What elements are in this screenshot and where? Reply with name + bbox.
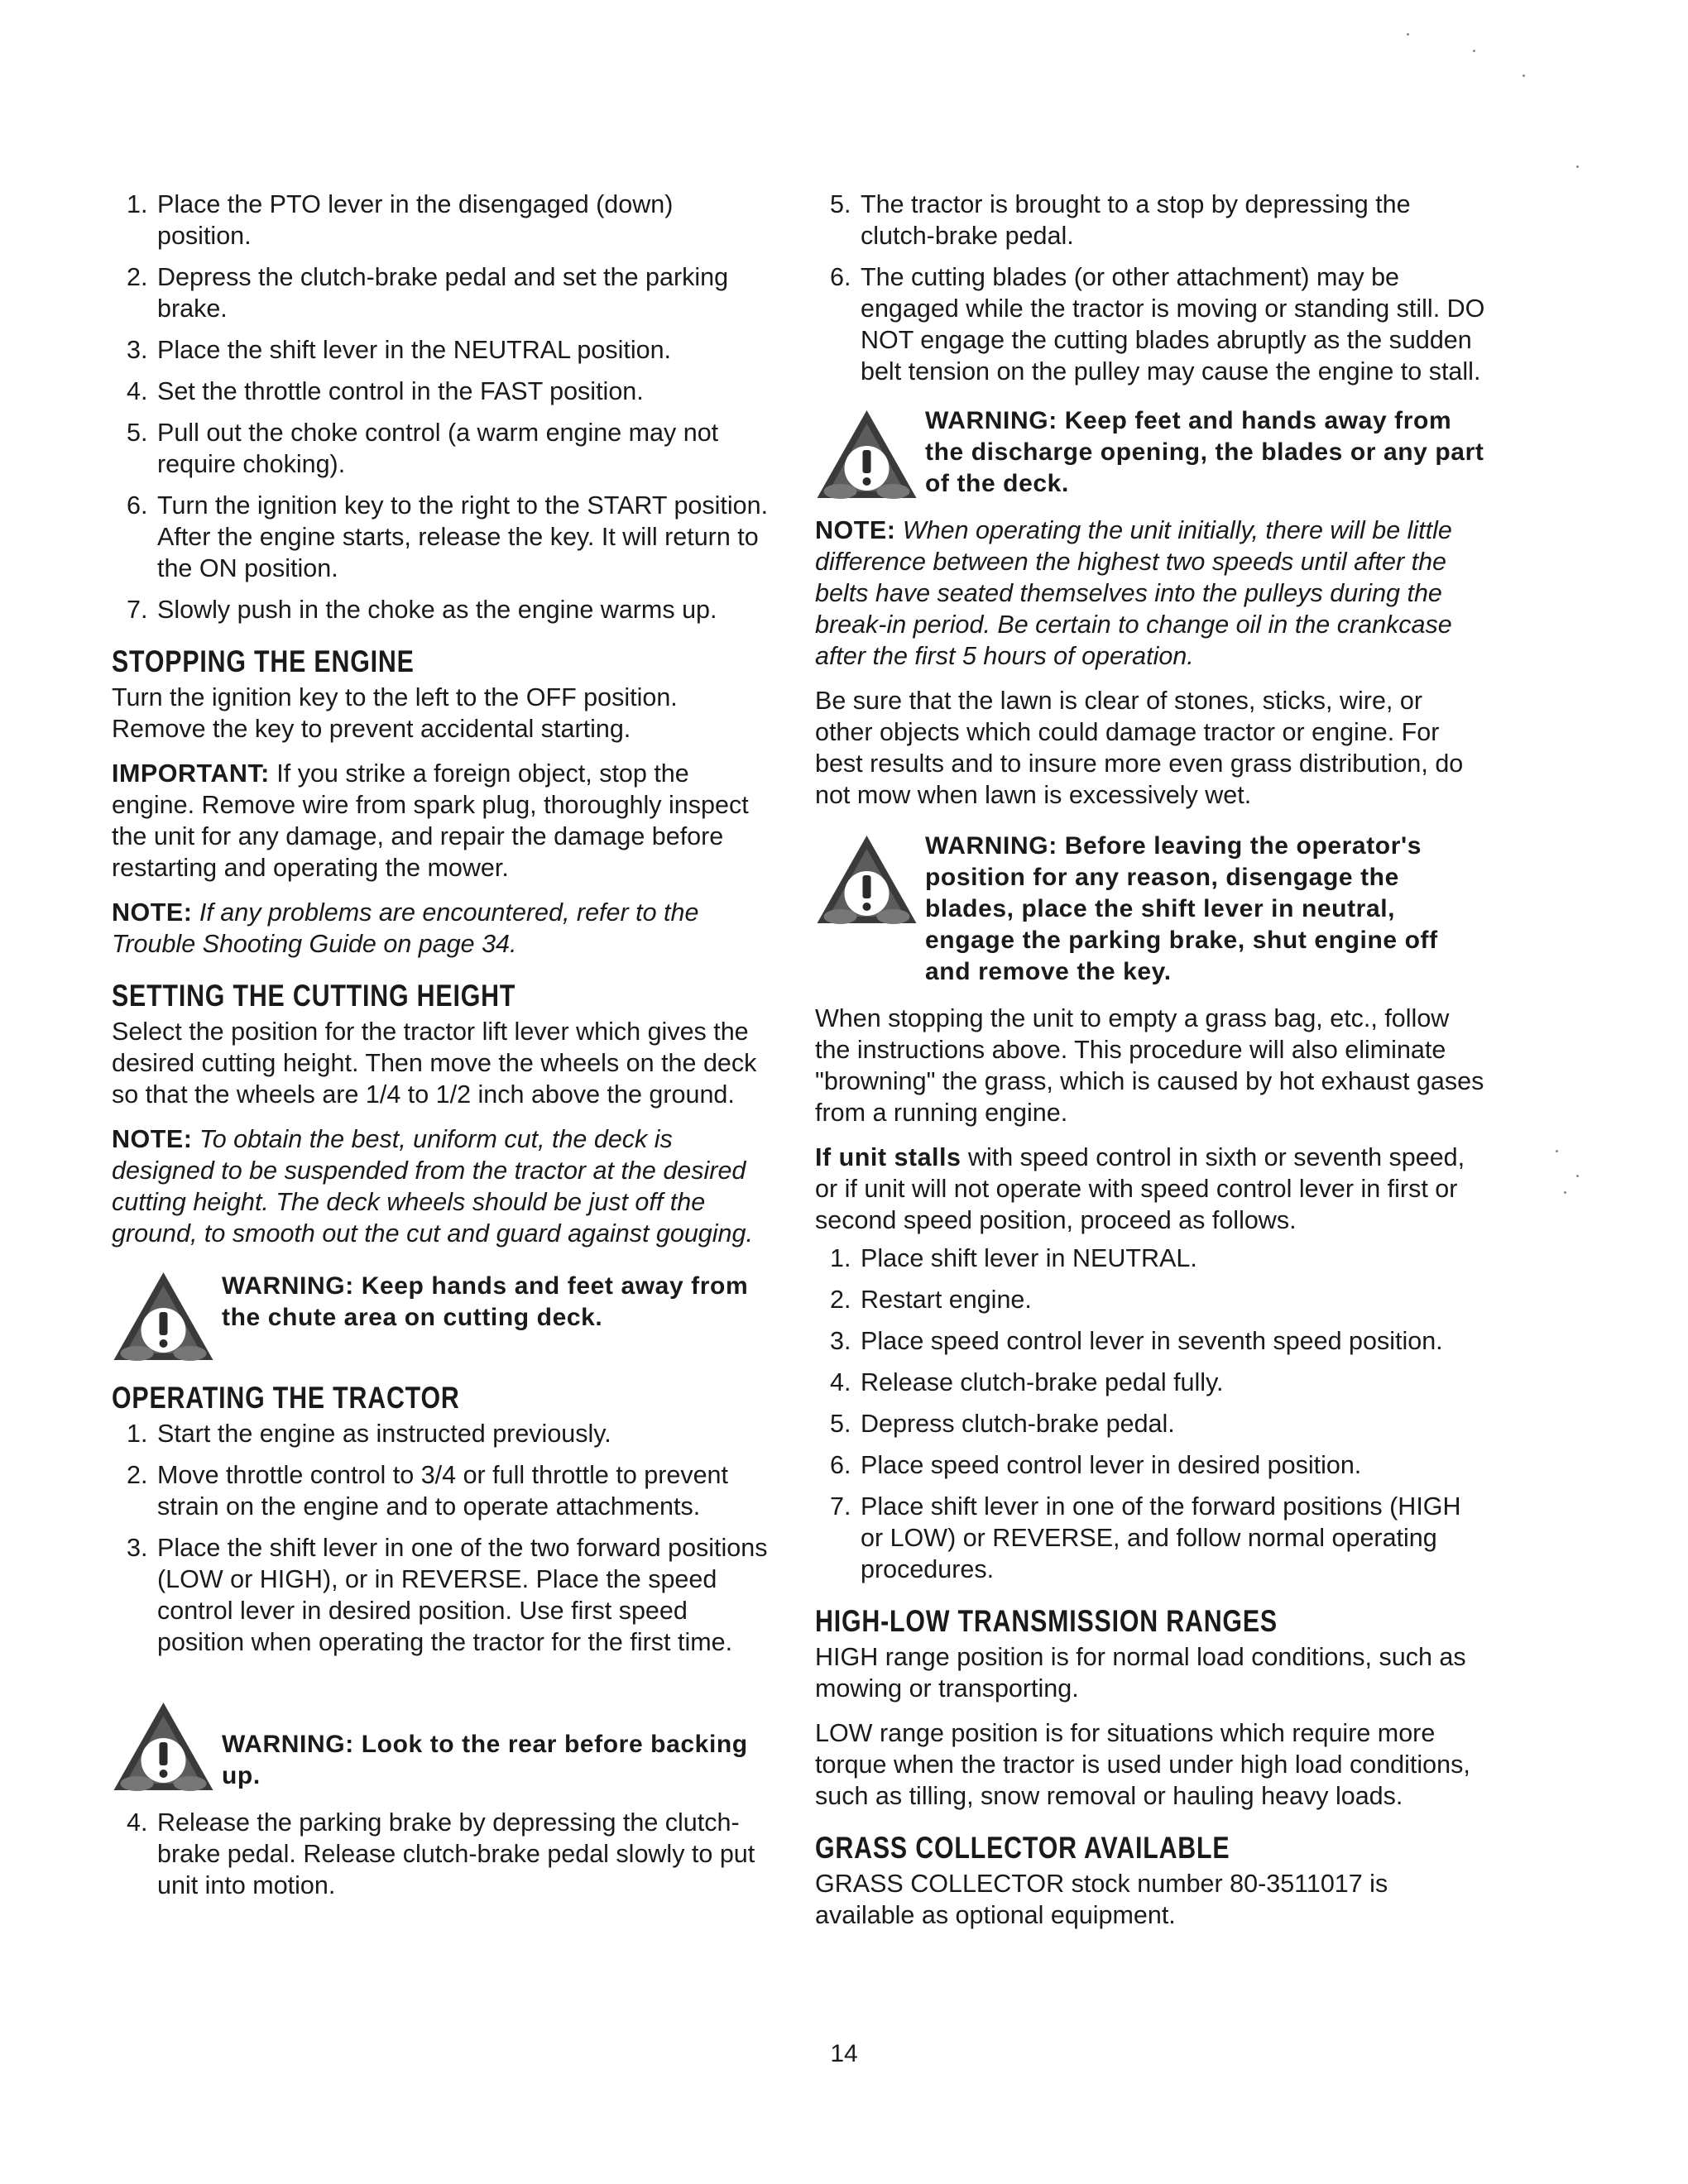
warning-icon	[815, 834, 918, 925]
low-range-text: LOW range position is for situations which require more torque when the tractor is used under high load conditions, such as tilling, snow removal or hauling heavy loads.	[815, 1719, 1470, 1810]
grass-collector-heading: GRASS COLLECTOR AVAILABLE	[815, 1831, 1230, 1865]
warning-block	[815, 405, 1485, 500]
warning-icon	[112, 1701, 215, 1792]
operating-steps-list	[112, 1418, 774, 1658]
list-item: 1. Place the PTO lever in the disengaged (down) position.	[127, 190, 674, 250]
operating-steps-list-right	[815, 189, 1485, 387]
list-item: 6. Turn the ignition key to the right to the START position. After the engine starts, release the key. It will return to the ON position.	[127, 491, 769, 582]
starting-steps-list	[112, 189, 774, 625]
left-column	[112, 189, 774, 1911]
operating-steps-list-continued	[112, 1807, 774, 1901]
lawn-paragraph: Be sure that the lawn is clear of stones, sticks, wire, or other objects which could damage tractor or engine. For best results and to insure more even grass distribution, do not mow when lawn is excessively wet.	[815, 687, 1464, 809]
note-label: NOTE:	[815, 516, 896, 544]
right-column	[815, 189, 1485, 1944]
scan-speck	[1576, 1175, 1579, 1177]
warning-block	[815, 831, 1485, 988]
important-label: IMPORTANT:	[112, 759, 270, 788]
list-item: 4. Set the throttle control in the FAST position.	[127, 377, 644, 405]
note-paragraph: NOTE: To obtain the best, uniform cut, the deck is designed to be suspended from the tractor at the desired cutting height. The deck wheels should be just off the ground, to smooth out the cut and guard against gouging.	[112, 1125, 753, 1248]
scan-speck	[1407, 33, 1409, 36]
page-number: 14	[830, 2040, 858, 2067]
list-item: 1. Start the engine as instructed previously.	[127, 1420, 611, 1448]
list-item: 6. The cutting blades (or other attachment) may be engaged while the tractor is moving or standing still. DO NOT engage the cutting blades abruptly as the sudden belt tension on the pulley may cause the engine to stall.	[830, 263, 1485, 386]
stopping-engine-heading: STOPPING THE ENGINE	[112, 644, 415, 678]
list-item: 7. Slowly push in the choke as the engine warms up.	[127, 596, 717, 624]
list-item: 2. Restart engine.	[830, 1286, 1032, 1314]
cutting-height-heading: SETTING THE CUTTING HEIGHT	[112, 979, 516, 1013]
list-item: 3. Place the shift lever in the NEUTRAL position.	[127, 336, 672, 364]
list-item: 4. Release clutch-brake pedal fully.	[830, 1368, 1224, 1396]
grass-collector-text: GRASS COLLECTOR stock number 80-3511017 is available as optional equipment.	[815, 1870, 1388, 1929]
warning-text: WARNING: Keep hands and feet away from the chute area on cutting deck.	[222, 1272, 749, 1331]
stall-label: If unit stalls	[815, 1143, 961, 1171]
list-item: 3. Place the shift lever in one of the two forward positions (LOW or HIGH), or in REVERSE. Place the speed control lever in desired position. Use first speed position when operating the tractor for the first time.	[127, 1534, 768, 1656]
list-item: 3. Place speed control lever in seventh speed position.	[830, 1327, 1443, 1355]
warning-text: WARNING: Look to the rear before backing up.	[222, 1731, 748, 1789]
high-range-text: HIGH range position is for normal load conditions, such as mowing or transporting.	[815, 1643, 1466, 1703]
transmission-ranges-heading: HIGH-LOW TRANSMISSION RANGES	[815, 1604, 1278, 1638]
grass-bag-paragraph: When stopping the unit to empty a grass bag, etc., follow the instructions above. This procedure will also eliminate "browning" the grass, which is caused by hot exhaust gases from a running engine.	[815, 1004, 1484, 1127]
list-item: 5. The tractor is brought to a stop by depressing the clutch-brake pedal.	[830, 190, 1411, 250]
list-item: 4. Release the parking brake by depressing the clutch-brake pedal. Release clutch-brake pedal slowly to put unit into motion.	[127, 1808, 755, 1899]
list-item: 5. Depress clutch-brake pedal.	[830, 1410, 1175, 1438]
warning-block	[112, 1698, 774, 1792]
warning-icon	[815, 409, 918, 500]
list-item: 2. Move throttle control to 3/4 or full throttle to prevent strain on the engine and to operate attachments.	[127, 1461, 728, 1521]
scan-speck	[1523, 74, 1525, 77]
warning-icon	[112, 1271, 215, 1362]
cutting-height-text: Select the position for the tractor lift lever which gives the desired cutting height. Then move the wheels on the deck so that the wheels are 1/4 to 1/2 inch above the ground.	[112, 1018, 757, 1109]
list-item: 6. Place speed control lever in desired position.	[830, 1451, 1362, 1479]
warning-text: WARNING: Keep feet and hands away from the discharge opening, the blades or any part of the deck.	[925, 407, 1484, 497]
note-label: NOTE:	[112, 898, 193, 927]
stopping-engine-text: Turn the ignition key to the left to the OFF position. Remove the key to prevent accidental starting.	[112, 683, 678, 743]
note-paragraph: NOTE: If any problems are encountered, refer to the Trouble Shooting Guide on page 34.	[112, 898, 699, 958]
list-item: 1. Place shift lever in NEUTRAL.	[830, 1244, 1197, 1272]
list-item: 7. Place shift lever in one of the forward positions (HIGH or LOW) or REVERSE, and follow normal operating procedures.	[830, 1492, 1461, 1583]
scan-speck	[1564, 1191, 1566, 1194]
warning-text: WARNING: Before leaving the operator's position for any reason, disengage the blades, place the shift lever in neutral, engage the parking brake, shut engine off and remove the key.	[925, 832, 1438, 985]
scan-speck	[1556, 1150, 1558, 1152]
note-label: NOTE:	[112, 1125, 193, 1153]
operating-tractor-heading: OPERATING THE TRACTOR	[112, 1381, 460, 1415]
stall-paragraph: If unit stalls with speed control in sixth or seventh speed, or if unit will not operate with speed control lever in first or second speed position, proceed as follows.	[815, 1143, 1465, 1234]
list-item: 5. Pull out the choke control (a warm engine may not require choking).	[127, 419, 719, 478]
warning-block	[112, 1267, 774, 1362]
scan-speck	[1473, 50, 1475, 52]
list-item: 2. Depress the clutch-brake pedal and set the parking brake.	[127, 263, 729, 323]
important-paragraph: IMPORTANT: If you strike a foreign object, stop the engine. Remove wire from spark plug, thoroughly inspect the unit for any damage, and repair the damage before restarting and operating the mower.	[112, 759, 749, 882]
note-paragraph: NOTE: When operating the unit initially, there will be little difference between the highest two speeds until after the belts have seated themselves into the pulleys during the break-in period. Be certain to change oil in the crankcase after the first 5 hours of operation.	[815, 516, 1452, 670]
scan-speck	[1576, 165, 1579, 168]
stall-steps-list	[815, 1243, 1485, 1585]
